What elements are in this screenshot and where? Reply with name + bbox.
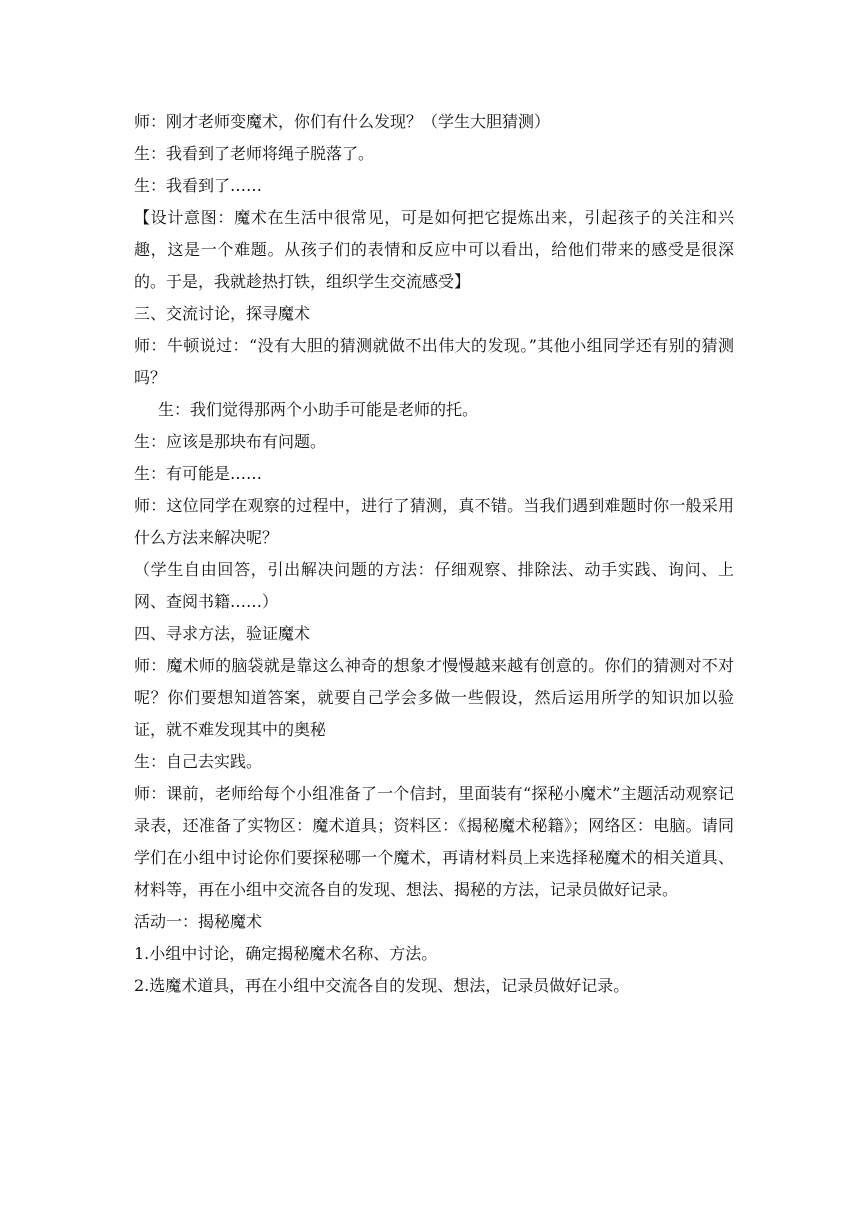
dialogue-student-maybe: 生：有可能是…… — [134, 464, 263, 483]
dialogue-student-practice: 生：自己去实践。 — [134, 752, 263, 771]
document-page — [134, 106, 734, 1002]
dialogue-teacher-magician: 师：魔术师的脑袋就是靠这么神奇的想象才慢慢越来越有创意的。你们的猜测对不对呢？你们要想知道答案，就要自己学会多做一些假设，然后运用所学的知识加以验证，就不难发现其中的奥秘 — [134, 656, 734, 739]
section-heading-three: 三、交流讨论，探寻魔术 — [134, 304, 311, 323]
dialogue-teacher-question: 师：刚才老师变魔术，你们有什么发现？（学生大胆猜测） — [134, 112, 551, 131]
dialogue-student-helpers: 生：我们觉得那两个小助手可能是老师的托。 — [158, 400, 479, 419]
student-answers-note: （学生自由回答，引出解决问题的方法：仔细观察、排除法、动手实践、询问、上网、查阅书籍……） — [134, 560, 734, 611]
activity-step-one: 1.小组中讨论，确定揭秘魔术名称、方法。 — [134, 944, 438, 963]
dialogue-teacher-methods: 师：这位同学在观察的过程中，进行了猜测，真不错。当我们遇到难题时你一般采用什么方法来解决呢？ — [134, 496, 734, 547]
activity-step-two: 2.选魔术道具，再在小组中交流各自的发现、想法，记录员做好记录。 — [134, 976, 630, 995]
dialogue-student-saw: 生：我看到了…… — [134, 176, 263, 195]
dialogue-student-rope: 生：我看到了老师将绳子脱落了。 — [134, 144, 375, 163]
dialogue-student-cloth: 生：应该是那块布有问题。 — [134, 432, 327, 451]
dialogue-teacher-newton: 师：牛顿说过：“没有大胆的猜测就做不出伟大的发现。”其他小组同学还有别的猜测吗？ — [134, 336, 734, 387]
dialogue-teacher-envelope: 师：课前，老师给每个小组准备了一个信封，里面装有“探秘小魔术”主题活动观察记录表，还准备了实物区：魔术道具；资料区：《揭秘魔术秘籍》；网络区：电脑。请同学们在小组中讨论你们要探秘哪一个魔术，再请材料员上来选择秘魔术的相关道具、材料等，再在小组中交流各自的发现、想法、揭秘的方法，记录员做好记录。 — [134, 784, 734, 899]
design-intent-note: 【设计意图：魔术在生活中很常见，可是如何把它提炼出来，引起孩子的关注和兴趣，这是一个难题。从孩子们的表情和反应中可以看出，给他们带来的感受是很深的。于是，我就趁热打铁，组织学生交流感受】 — [134, 208, 734, 291]
activity-one-heading: 活动一：揭秘魔术 — [134, 912, 263, 931]
section-heading-four: 四、寻求方法，验证魔术 — [134, 624, 311, 643]
